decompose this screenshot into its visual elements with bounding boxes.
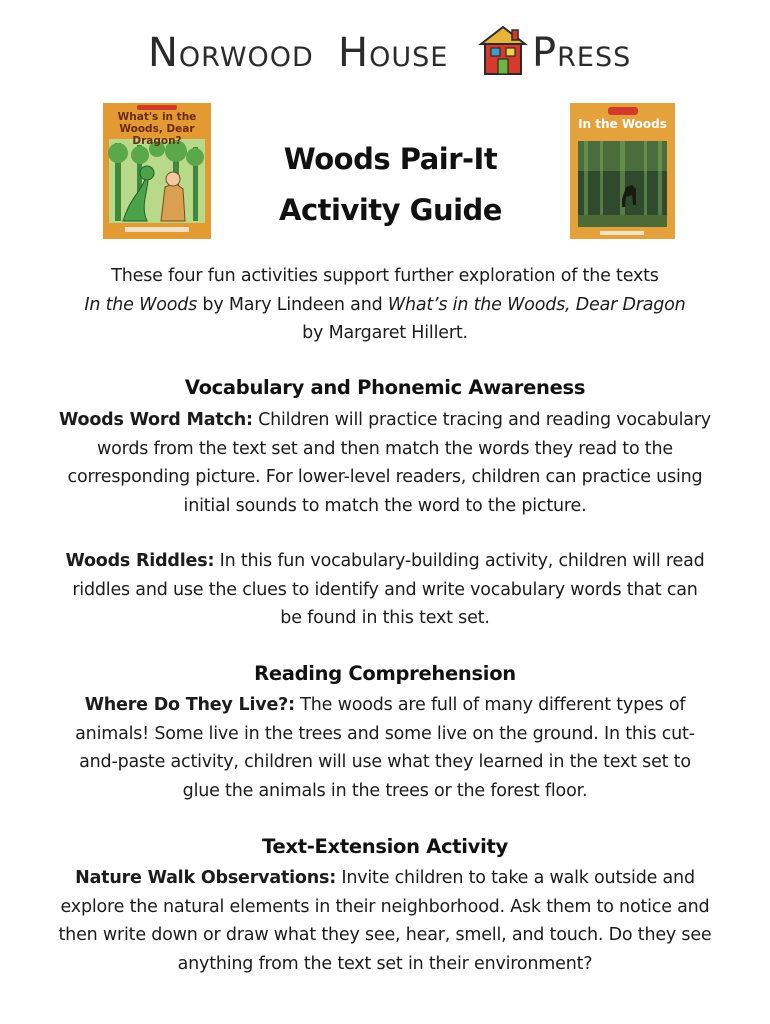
activity-where-do-they-live: Where Do They Live?: The woods are full of many different types of animals! Some live in the trees and some live on the ground. In this cut- and-paste activity, children will use what they learned in the text set to glue the animals in the trees or the forest floor. <box>75 695 695 801</box>
intro-paragraph <box>28 262 742 348</box>
section-heading-extension: Text-Extension Activity <box>262 835 508 858</box>
book-title: In the Woods <box>84 294 198 315</box>
publisher-logo <box>148 22 632 78</box>
page-title-line: Activity Guide <box>279 193 502 227</box>
section-heading-vocabulary: Vocabulary and Phonemic Awareness <box>184 376 586 399</box>
cover-title: In the Woods <box>578 117 667 131</box>
activity-name: Woods Word Match: <box>59 410 253 430</box>
house-logo-icon <box>478 24 528 76</box>
intro-line: by Margaret Hillert. <box>302 323 468 344</box>
book-title: What’s in the Woods, Dear Dragon <box>387 294 686 315</box>
cover-series-badge <box>137 105 177 110</box>
activity-name: Nature Walk Observations: <box>75 868 337 888</box>
activity-woods-word-match: Woods Word Match: Children will practice tracing and reading vocabulary words from the text set and then match the words they read to the corresponding picture. For lower-level readers, children can practice using initial sounds to match the word to the picture. <box>59 410 711 516</box>
activity-nature-walk: Nature Walk Observations: Invite children to take a walk outside and explore the natural elements in their neighborhood. Ask them to notice and then write down or draw what they see, hear, smell, and touch. Do they see anything from the text set in their environment? <box>58 868 712 974</box>
logo-word-house: HOUSE <box>338 30 449 76</box>
page-title-line: Woods Pair-It <box>283 142 498 176</box>
activity-woods-riddles: Woods Riddles: In this fun vocabulary-building activity, children will read riddles and use the clues to identify and write vocabulary words that can be found in this text set. <box>65 551 705 629</box>
activity-name: Where Do They Live?: <box>84 695 295 715</box>
section-heading-reading: Reading Comprehension <box>254 662 516 685</box>
cover-series-badge <box>608 107 638 115</box>
activity-name: Woods Riddles: <box>65 551 215 571</box>
logo-word-norwood: NORWOOD <box>148 30 314 76</box>
cover-title: What's in the Woods, Dear Dragon? <box>117 111 197 147</box>
intro-line: These four fun activities support further exploration of the texts <box>111 266 659 286</box>
logo-word-press: PRESS <box>532 30 632 76</box>
intro-line: In the Woods by Mary Lindeen and What’s in the Woods, Dear Dragon <box>84 294 686 315</box>
page-title <box>211 134 570 236</box>
book-cover-in-the-woods <box>570 103 675 239</box>
book-cover-dear-dragon <box>103 103 211 239</box>
